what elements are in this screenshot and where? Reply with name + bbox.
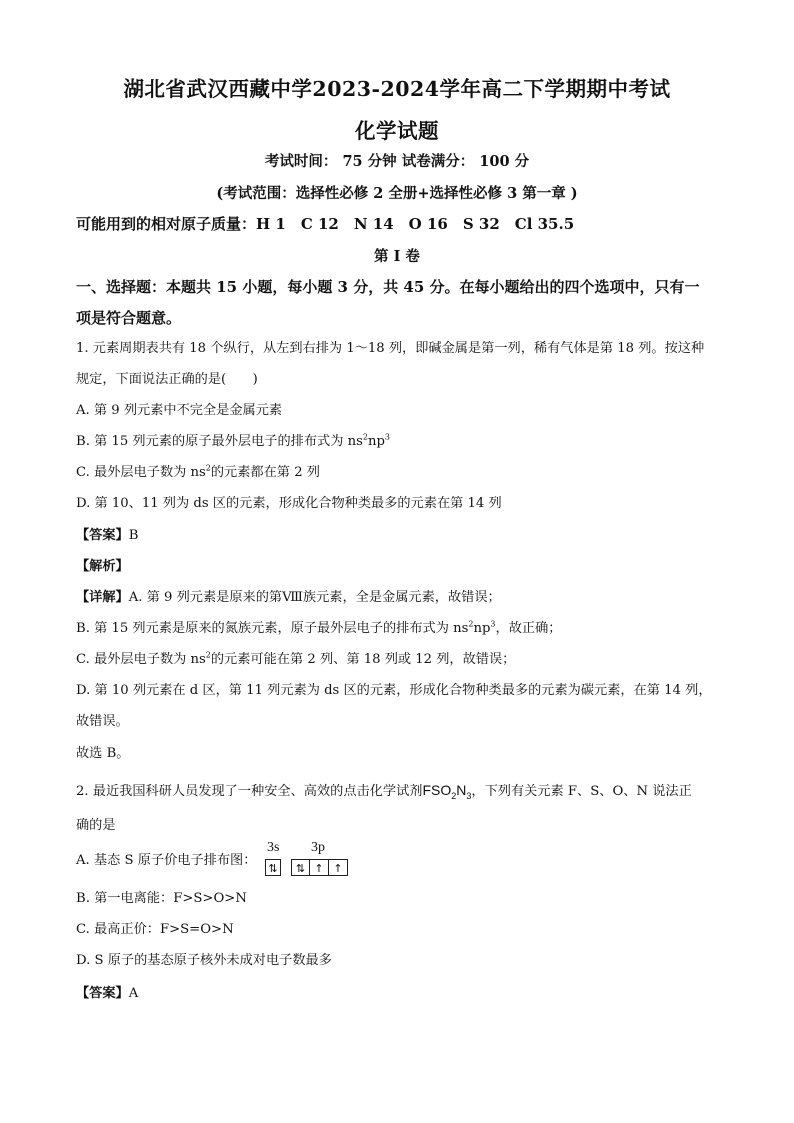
orbital-3p-boxes [291, 859, 348, 876]
q1-option-a: A. 第 9 列元素中不完全是金属元素 [76, 403, 283, 418]
orbital-3s-boxes [265, 859, 281, 876]
orbital-3p-box-3: ↑ [329, 859, 348, 876]
q1-detail-d-line2: 故错误。 [76, 714, 129, 729]
q1-analysis-label: 【解析】 [76, 559, 129, 574]
q1-option-c: C. 最外层电子数为 $ns^2$的元素都在第 2 列 [76, 463, 320, 480]
q2-stem-line2: 确的是 [76, 818, 116, 833]
q2-option-d: D. S 原子的基态原子核外未成对电子数最多 [76, 953, 332, 968]
q2-formula: $FSO_2N_3$ [422, 782, 472, 801]
q2-answer: 【答案】A [76, 986, 139, 1001]
exam-scope: (考试范围：选择性必修 2 全册+选择性必修 3 第一章 ) [216, 185, 578, 202]
q1-detail-a: 【详解】A. 第 9 列元素是原来的第Ⅷ族元素，全是金属元素，故错误； [76, 590, 501, 605]
volume-heading: 第 I 卷 [374, 248, 420, 265]
q2-option-a: A. 基态 S 原子价电子排布图： [76, 853, 257, 868]
q2-option-b: B. 第一电离能：F>S>O>N [76, 891, 247, 906]
document-title: 湖北省武汉西藏中学2023-2024学年高二下学期期中考试 [123, 77, 671, 101]
q1-conclusion: 故选 B。 [76, 746, 130, 761]
q1-detail-c: C. 最外层电子数为 $ns^2$的元素可能在第 2 列、第 18 列或 12 列，故错误； [76, 650, 516, 667]
q1-option-b: B. 第 15 列元素的原子最外层电子的排布式为 $ns^2np^3$ [76, 432, 391, 449]
section-heading-line2: 项是符合题意。 [76, 309, 182, 327]
q1-detail-d-line1: D. 第 10 列元素在 d 区，第 11 列元素为 ds 区的元素，形成化合物种类最多的元素为碳元素，在第 14 列， [76, 683, 712, 698]
subject-title: 化学试题 [355, 119, 439, 143]
orbital-3s-box-1: ⇅ [265, 859, 281, 876]
section-heading-line1: 一、选择题：本题共 15 小题，每小题 3 分，共 45 分。在每小题给出的四个选项中，只有一 [76, 278, 700, 296]
orbital-3p-label: 3p [311, 840, 325, 855]
q1-detail-b: B. 第 15 列元素是原来的氮族元素，原子最外层电子的排布式为 $ns^2np^3$，故正确； [76, 619, 562, 636]
q2-stem-line1: 2. 最近我国科研人员发现了一种安全、高效的点击化学试剂$FSO_2N_3$，下列有关元素 F、S、O、N 说法正 [76, 782, 692, 801]
orbital-3p-box-2: ↑ [310, 859, 329, 876]
q1-stem-line1: 1. 元素周期表共有 18 个纵行，从左到右排为 1～18 列，即碱金属是第一列，稀有气体是第 18 列。按这种 [76, 341, 705, 356]
q1-answer: 【答案】B [76, 528, 139, 543]
q2-option-c: C. 最高正价：F>S=O>N [76, 922, 234, 937]
q1-option-d: D. 第 10、11 列为 ds 区的元素，形成化合物种类最多的元素在第 14 列 [76, 496, 502, 511]
q1-stem-line2: 规定，下面说法正确的是( ) [76, 372, 258, 387]
orbital-3p-box-1: ⇅ [291, 859, 310, 876]
orbital-3s-label: 3s [267, 840, 280, 855]
exam-info: 考试时间： 75 分钟 试卷满分： 100 分 [264, 153, 530, 170]
atomic-masses: 可能用到的相对原子质量：H 1 C 12 N 14 O 16 S 32 Cl 35.5 [76, 215, 575, 233]
